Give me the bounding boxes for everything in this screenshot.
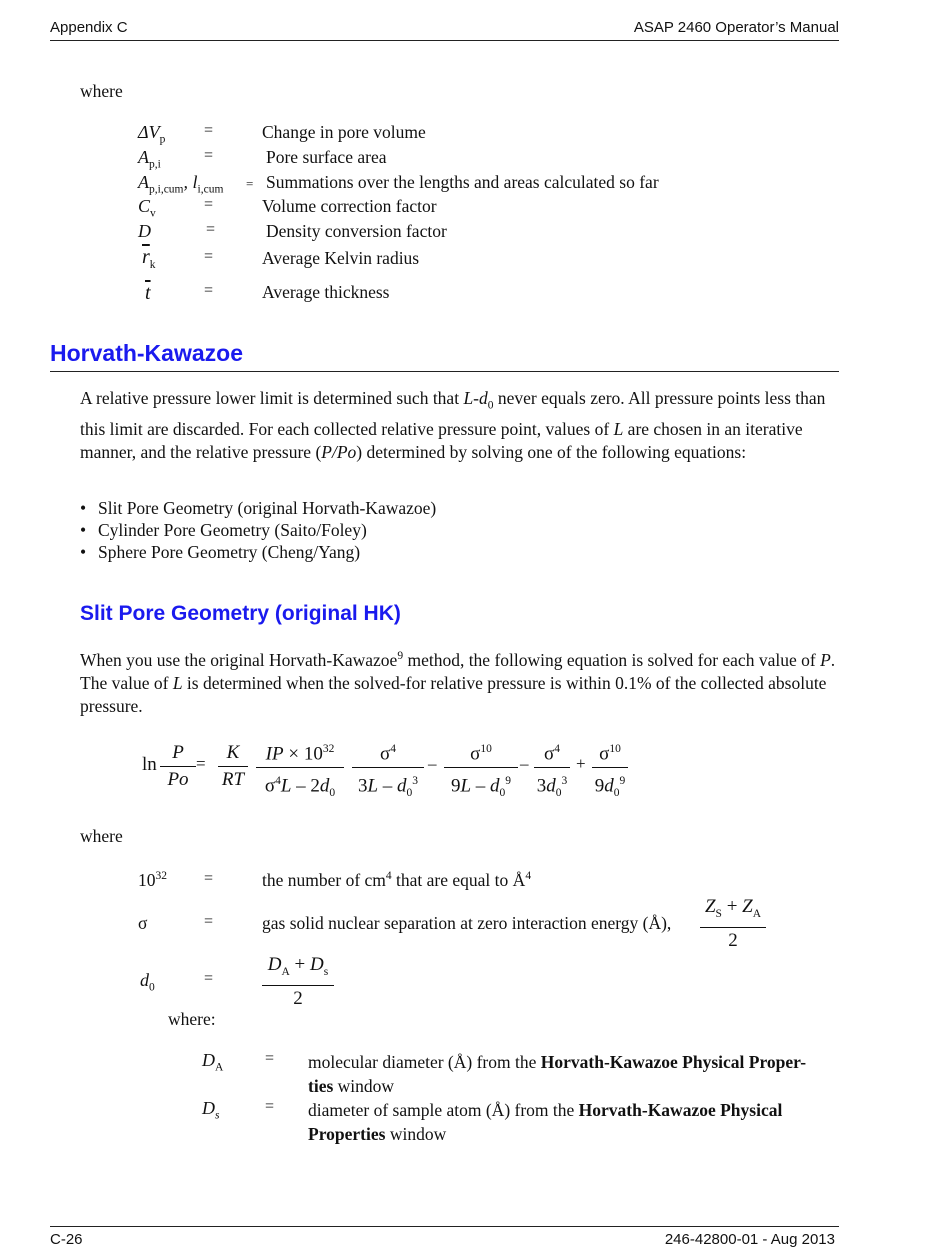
minus: – (428, 754, 437, 773)
equals: = (265, 1050, 275, 1067)
bullet-item: • Cylinder Pore Geometry (Saito/Foley) (80, 520, 367, 540)
section-heading: Horvath-Kawazoe (50, 340, 243, 366)
fraction: $\sigma^{10}$ $9d_0^9$ (592, 738, 628, 804)
definition: diameter of sample atom (Å) from the Horvath-Kawazoe Physical Properties window (308, 1100, 783, 1144)
equals: = (265, 1098, 275, 1115)
header-right: ASAP 2460 Operator’s Manual (633, 19, 839, 36)
minus: – (520, 754, 529, 773)
equals: = (204, 970, 214, 987)
fraction: IP × $10^{32}$ $\sigma^4L - 2d_0$ (256, 738, 344, 804)
equals: = (204, 913, 214, 930)
fraction: $\sigma^4$ $3d_0^3$ (534, 738, 570, 804)
slit-paragraph: When you use the original Horvath-Kawazoe$^9$ method, the following equation is solved for each value of P. The value of L is determined when the solved-for relative pressure is within 0.1% of the collected absolute pressure. (80, 649, 836, 716)
equals: = (204, 282, 214, 299)
equals: = (246, 176, 254, 191)
definition: Summations over the lengths and areas calculated so far (266, 172, 659, 192)
where-label: where: (168, 1009, 216, 1029)
definition: Volume correction factor (262, 196, 437, 216)
symbol: $\overline{r}_k$ (142, 246, 156, 271)
symbol: D (138, 221, 151, 241)
page-number: C-26 (50, 1231, 83, 1248)
where-label: where (80, 826, 123, 846)
footer-rule (50, 1226, 839, 1227)
definition: Change in pore volume (262, 122, 426, 142)
section-rule (50, 371, 839, 372)
equals: = (204, 147, 214, 164)
symbol: $A_{p,i}$ (138, 147, 161, 171)
header-left: Appendix C (50, 19, 128, 36)
symbol: $\Delta V_p$ (138, 122, 166, 146)
ln-symbol: ln (142, 754, 157, 775)
symbol: $A_{p,i,cum}$, $l_{i,cum}$ (138, 172, 224, 196)
symbol: $C_v$ (138, 196, 156, 220)
fraction: $\sigma^{10}$ $9L - d_0^9$ (444, 738, 518, 804)
symbol: $D_s$ (202, 1098, 220, 1122)
fraction: K RT (218, 742, 248, 791)
bullet-item: • Sphere Pore Geometry (Cheng/Yang) (80, 542, 361, 562)
equals: = (204, 870, 214, 887)
symbol: σ (138, 913, 148, 933)
equals: = (204, 248, 214, 265)
plus: + (576, 754, 586, 773)
definition: Average Kelvin radius (262, 248, 420, 268)
hk-paragraph: A relative pressure lower limit is determined such that $L-d_0$ never equals zero. All pressure points less than this limit are discarded. For each collected relative pressure point, values of L are chosen in an iterative manner, and the relative pressure (P/Po) determined by solving one of the following equations: (80, 388, 826, 462)
header-rule (50, 40, 839, 41)
equals: = (196, 754, 206, 773)
definition: gas solid nuclear separation at zero interaction energy (Å), (262, 913, 672, 933)
symbol: $10^{32}$ (138, 870, 167, 890)
bullet-item: • Slit Pore Geometry (original Horvath-Kawazoe) (80, 498, 437, 518)
where-label: where (80, 81, 123, 101)
symbol: $d_0$ (140, 970, 155, 994)
fraction: $D_A + D_s$ 2 (262, 954, 334, 1010)
equals: = (204, 196, 214, 213)
definition: Average thickness (262, 282, 390, 302)
footer-doc-id: 246-42800-01 - Aug 2013 (664, 1231, 835, 1248)
definition: molecular diameter (Å) from the Horvath-Kawazoe Physical Proper- ties window (308, 1052, 807, 1096)
fraction: P Po (160, 742, 196, 791)
equals: = (206, 221, 216, 238)
subsection-heading: Slit Pore Geometry (original HK) (80, 602, 401, 625)
symbol: $D_A$ (202, 1050, 224, 1074)
equals: = (204, 122, 214, 139)
definition: the number of $cm^4$ that are equal to $Å^4$ (262, 870, 532, 890)
definition: Density conversion factor (266, 221, 447, 241)
definition: Pore surface area (266, 147, 387, 167)
fraction: $Z_S + Z_A$ 2 (700, 896, 766, 952)
symbol: $\overline{t}$ (145, 282, 151, 304)
fraction: $\sigma^4$ $3L - d_0^3$ (352, 738, 424, 804)
